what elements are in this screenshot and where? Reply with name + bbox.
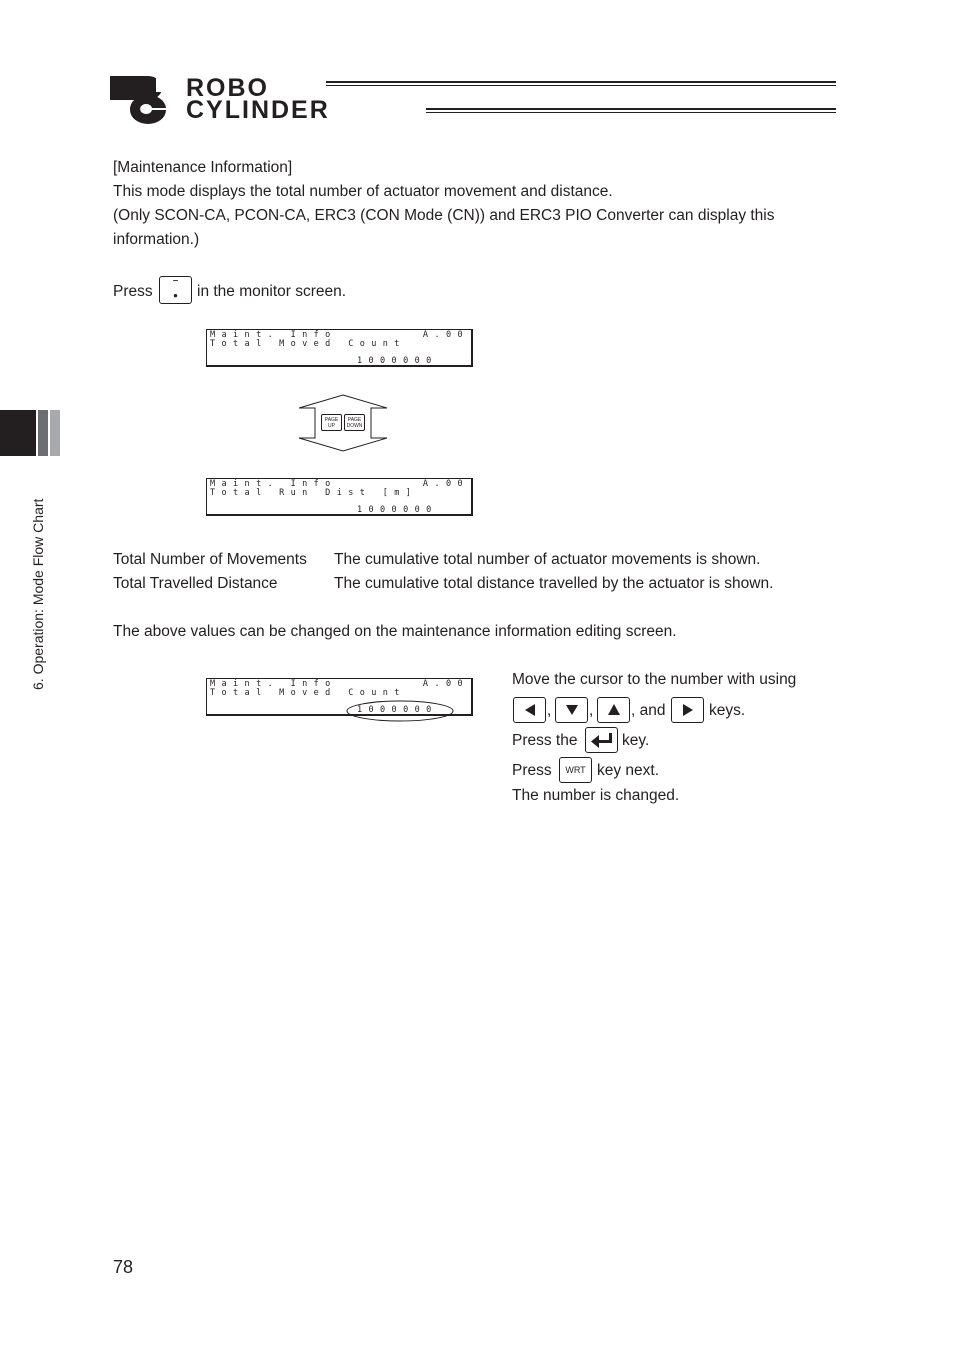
lcd-line-1: Maint. Info [210, 679, 337, 689]
minus-dot-icon [160, 276, 191, 304]
section-heading: [Maintenance Information] [113, 159, 293, 176]
intro-line-3: information.) [113, 231, 200, 248]
lcd-value: 1000000 [357, 705, 438, 715]
cursor-highlight-ellipse [345, 699, 455, 723]
result-text: The number is changed. [512, 787, 680, 804]
press-text-after: in the monitor screen. [197, 283, 347, 300]
lcd-line-1-right: A.00 [422, 479, 469, 489]
wrt-key[interactable]: WRT [559, 757, 592, 783]
rc-logo-icon [108, 72, 182, 124]
key-word: key. [622, 732, 650, 749]
left-arrow-key[interactable] [513, 697, 546, 723]
page-up-key[interactable] [321, 414, 342, 431]
page-up-label-2: UP [328, 422, 335, 429]
lcd-value: 1000000 [357, 356, 438, 366]
lcd-line-2: Total Moved Count [210, 688, 406, 698]
key-next-text: key next. [597, 762, 660, 779]
minus-dot-key[interactable] [159, 276, 192, 304]
intro-line-1: This mode displays the total number of actuator movement and distance. [113, 183, 613, 200]
enter-return-icon [589, 731, 615, 749]
page-down-key[interactable] [344, 414, 365, 431]
comma: , [589, 702, 594, 719]
page-down-label-1: PAGE [347, 416, 362, 423]
lcd-screen-run-dist [206, 478, 473, 516]
definition-desc: The cumulative total distance travelled by the actuator is shown. [334, 575, 774, 592]
lcd-line-1-right: A.00 [422, 330, 469, 340]
lcd-screen-moved-count [206, 329, 473, 367]
keys-suffix: keys. [709, 702, 746, 719]
press-text: Press [113, 283, 153, 300]
up-down-arrow-icon [297, 394, 389, 452]
lcd-line-2: Total Moved Count [210, 339, 406, 349]
definition-term: Total Number of Movements [113, 551, 307, 568]
press-the-text: Press the [512, 732, 578, 749]
side-tab-block [0, 410, 36, 456]
side-tab-label: 6. Operation: Mode Flow Chart [30, 498, 46, 690]
down-arrow-icon [565, 703, 579, 717]
side-tab-stripe [38, 410, 48, 456]
press-text-wrt: Press [512, 762, 552, 779]
down-arrow-key[interactable] [555, 697, 588, 723]
step-move-cursor: Move the cursor to the number with using [512, 671, 797, 688]
header-rule-bottom [426, 108, 836, 113]
and-text: , and [631, 702, 666, 719]
right-arrow-key[interactable] [671, 697, 704, 723]
right-arrow-icon [681, 703, 695, 717]
definition-desc: The cumulative total number of actuator movements is shown. [334, 551, 761, 568]
lcd-line-1: Maint. Info [210, 479, 337, 489]
lcd-line-1: Maint. Info [210, 330, 337, 340]
up-arrow-icon [607, 703, 621, 717]
logo-cylinder: CYLINDER [186, 96, 330, 124]
header-rule-top [326, 81, 836, 86]
intro-line-2: (Only SCON-CA, PCON-CA, ERC3 (CON Mode (CN)) and ERC3 PIO Converter can display this [113, 207, 775, 224]
lcd-value: 1000000 [357, 505, 438, 515]
lcd-line-2: Total Run Dist [m] [210, 488, 418, 498]
lcd-line-1-right: A.00 [422, 679, 469, 689]
definition-term: Total Travelled Distance [113, 575, 278, 592]
logo-robo: ROBO [186, 74, 269, 102]
side-tab-stripe-light [50, 410, 60, 456]
page-up-label-1: PAGE [324, 416, 339, 423]
enter-key[interactable] [585, 727, 618, 753]
page-number: 78 [113, 1257, 134, 1277]
left-arrow-icon [523, 703, 537, 717]
editing-note: The above values can be changed on the maintenance information editing screen. [113, 623, 677, 640]
up-arrow-key[interactable] [597, 697, 630, 723]
page-down-label-2: DOWN [346, 422, 363, 429]
comma: , [547, 702, 552, 719]
